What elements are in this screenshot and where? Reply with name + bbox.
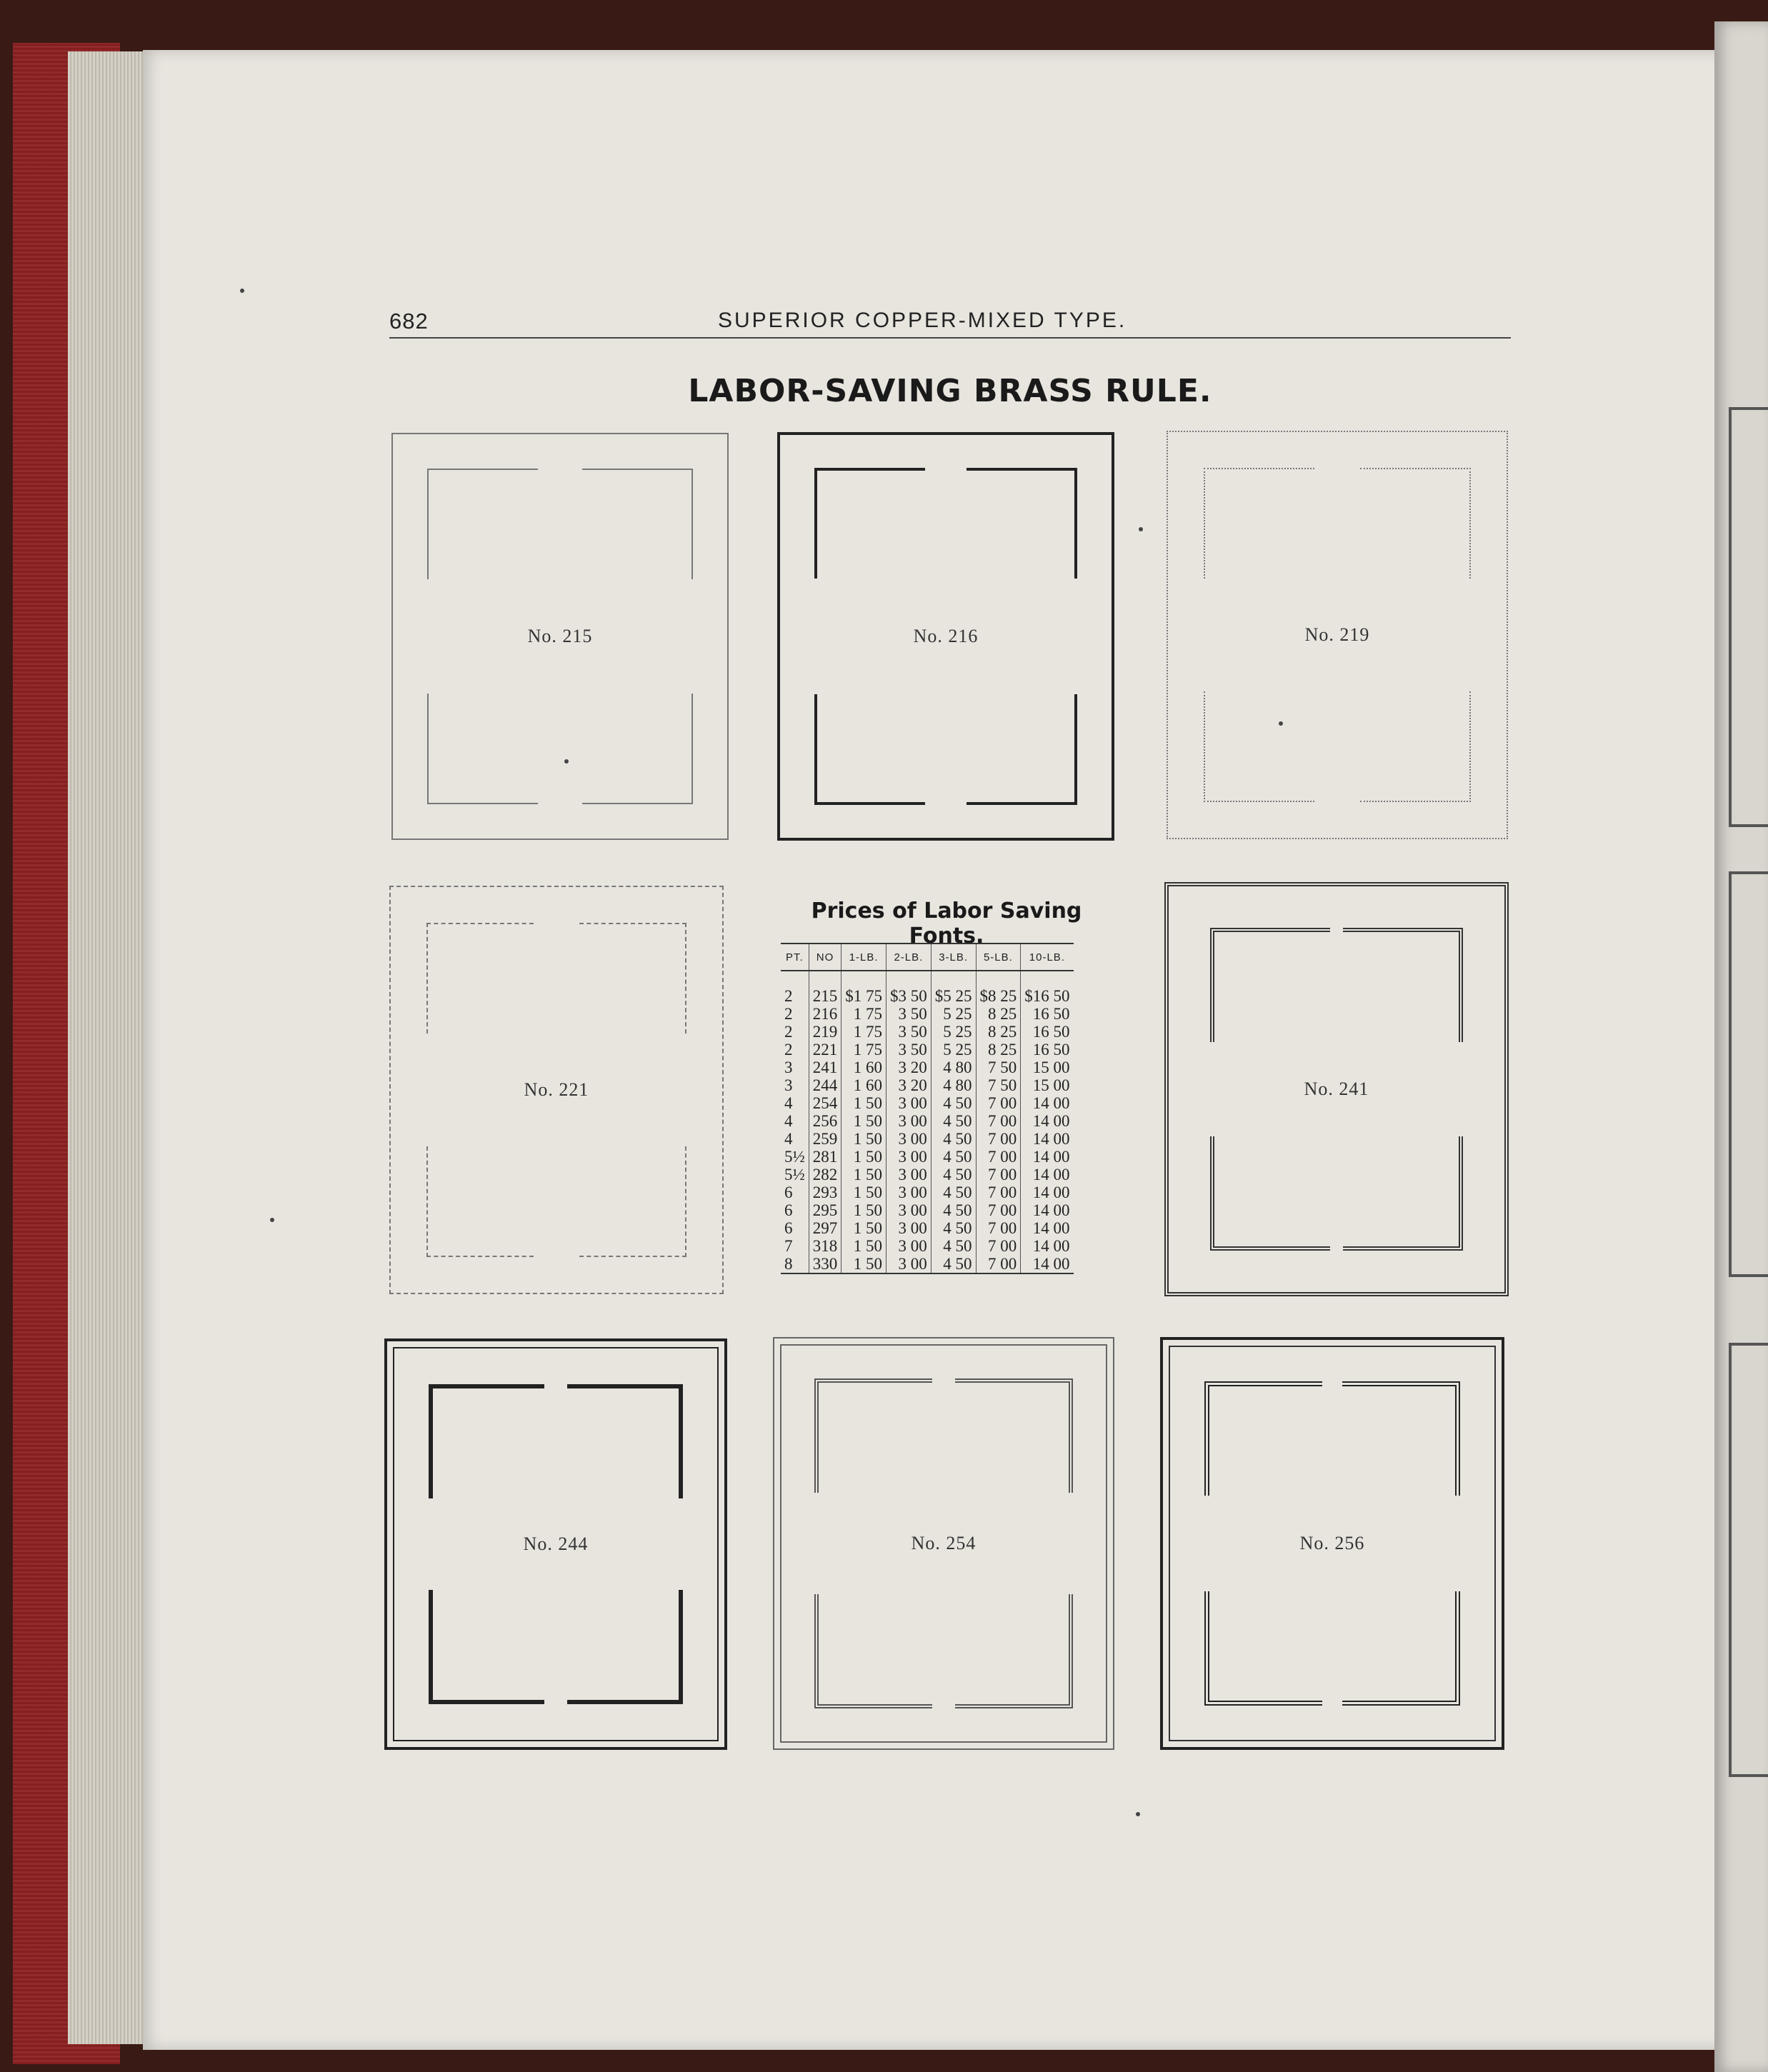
table-cell: 297 <box>809 1219 841 1237</box>
table-cell: 14 00 <box>1021 1148 1074 1166</box>
table-row <box>781 1112 1074 1130</box>
column-header: 1-LB. <box>841 944 887 971</box>
corner-piece <box>967 468 1077 579</box>
table-cell: 1 50 <box>841 1112 887 1130</box>
corner-piece <box>1204 1591 1322 1706</box>
corner-piece <box>955 1594 1073 1708</box>
table-cell: 3 50 <box>887 1041 932 1058</box>
corner-piece <box>814 1378 932 1493</box>
table-cell: $1 75 <box>841 987 887 1005</box>
border-sample-244 <box>384 1338 727 1750</box>
table-cell: 3 00 <box>887 1094 932 1112</box>
table-row <box>781 1005 1074 1023</box>
table-row <box>781 1237 1074 1255</box>
running-title: SUPERIOR COPPER-MIXED TYPE. <box>718 309 1127 332</box>
table-cell: $5 25 <box>931 987 976 1005</box>
table-row <box>781 1255 1074 1273</box>
table-cell: 4 50 <box>931 1094 976 1112</box>
table-cell: 1 50 <box>841 1219 887 1237</box>
table-cell: 3 00 <box>887 1237 932 1255</box>
table-cell: 8 25 <box>976 1023 1021 1041</box>
column-header: 3-LB. <box>931 944 976 971</box>
corner-piece <box>426 1146 534 1257</box>
table-cell: 14 00 <box>1021 1201 1074 1219</box>
table-cell: 2 <box>784 1023 793 1041</box>
table-cell: 15 00 <box>1021 1076 1074 1094</box>
corner-piece <box>955 1378 1073 1493</box>
table-cell: 1 75 <box>841 1023 887 1041</box>
corner-piece <box>429 1590 544 1704</box>
table-cell: 14 00 <box>1021 1255 1074 1273</box>
price-table-title: Prices of Labor Saving Fonts. <box>811 899 1082 949</box>
table-cell: 3 00 <box>887 1219 932 1237</box>
table-cell: 4 50 <box>931 1166 976 1183</box>
table-cell: 4 50 <box>931 1201 976 1219</box>
table-cell: 2 <box>784 1005 793 1023</box>
page-header <box>389 306 1511 339</box>
table-cell: 14 00 <box>1021 1112 1074 1130</box>
page-title: LABOR-SAVING BRASS RULE. <box>688 373 1212 409</box>
table-row <box>781 1148 1074 1166</box>
table-cell: 1 50 <box>841 1166 887 1183</box>
page-edges <box>68 51 150 2044</box>
table-cell: 14 00 <box>1021 1166 1074 1183</box>
table-cell: 216 <box>809 1005 841 1023</box>
table-spacer-row <box>781 971 1074 987</box>
page-number: 682 <box>389 309 429 334</box>
table-cell: 3 <box>784 1076 793 1094</box>
next-page-border-frame <box>1729 407 1768 827</box>
table-cell: 7 <box>784 1237 793 1255</box>
table-row <box>781 1183 1074 1201</box>
border-sample-221 <box>389 886 724 1294</box>
border-sample-216 <box>777 432 1114 841</box>
table-cell: 3 00 <box>887 1148 932 1166</box>
panel-label: No. 215 <box>527 626 593 646</box>
table-cell: 3 00 <box>887 1166 932 1183</box>
corner-piece <box>1204 691 1314 802</box>
table-cell: 4 80 <box>931 1076 976 1094</box>
paper-speck <box>1279 721 1283 726</box>
table-cell: 1 50 <box>841 1130 887 1148</box>
corner-piece <box>814 1594 932 1708</box>
table-cell: 215 <box>809 987 841 1005</box>
table-row <box>781 1201 1074 1219</box>
panel-label: No. 221 <box>524 1079 589 1100</box>
table-cell: 16 50 <box>1021 1041 1074 1058</box>
table-cell: 3 50 <box>887 1005 932 1023</box>
corner-piece <box>582 469 693 579</box>
table-cell: 1 50 <box>841 1255 887 1273</box>
table-row <box>781 1023 1074 1041</box>
table-row <box>781 987 1074 1005</box>
table-cell: 14 00 <box>1021 1237 1074 1255</box>
table-cell: 7 00 <box>976 1219 1021 1237</box>
table-cell: 281 <box>809 1148 841 1166</box>
table-cell: 2 <box>784 987 793 1005</box>
column-header: 10-LB. <box>1021 944 1074 971</box>
table-cell: 5½ <box>784 1148 805 1166</box>
panel-label: No. 256 <box>1299 1533 1365 1553</box>
table-cell: 7 00 <box>976 1166 1021 1183</box>
table-cell: 293 <box>809 1183 841 1201</box>
table-cell: 3 00 <box>887 1255 932 1273</box>
table-cell: 4 50 <box>931 1130 976 1148</box>
table-cell: 4 50 <box>931 1112 976 1130</box>
table-cell: 5 25 <box>931 1005 976 1023</box>
table-cell: 7 50 <box>976 1076 1021 1094</box>
panel-label: No. 216 <box>913 626 979 646</box>
table-cell: 15 00 <box>1021 1058 1074 1076</box>
table-cell: 3 20 <box>887 1076 932 1094</box>
table-cell: 5½ <box>784 1166 805 1183</box>
table-cell: 1 50 <box>841 1183 887 1201</box>
border-sample-241 <box>1164 882 1509 1296</box>
table-cell: $3 50 <box>887 987 932 1005</box>
table-cell: 5 25 <box>931 1023 976 1041</box>
table-cell: $8 25 <box>976 987 1021 1005</box>
table-row <box>781 1166 1074 1183</box>
table-cell: 8 25 <box>976 1041 1021 1058</box>
table-cell: 8 <box>781 1255 809 1273</box>
corner-piece <box>1342 1381 1460 1496</box>
column-header: PT. <box>781 944 809 971</box>
column-header: 2-LB. <box>887 944 932 971</box>
table-cell: 7 00 <box>976 1148 1021 1166</box>
table-cell: 259 <box>809 1130 841 1148</box>
corner-piece <box>427 469 538 579</box>
border-sample-256 <box>1160 1337 1504 1750</box>
table-cell: 1 50 <box>841 1237 887 1255</box>
table-cell: 4 <box>784 1112 793 1130</box>
table-cell: 6 <box>784 1219 793 1237</box>
table-row <box>781 1058 1074 1076</box>
table-cell: 295 <box>809 1201 841 1219</box>
table-cell: 318 <box>809 1237 841 1255</box>
corner-piece <box>1360 468 1471 579</box>
table-cell: 221 <box>809 1041 841 1058</box>
table-cell: 8 25 <box>976 1005 1021 1023</box>
table-cell: 241 <box>809 1058 841 1076</box>
table-cell: 4 50 <box>931 1255 976 1273</box>
table-row <box>781 1076 1074 1094</box>
panel-label: No. 244 <box>523 1533 589 1554</box>
corner-piece <box>1204 1381 1322 1496</box>
paper-speck <box>270 1218 274 1222</box>
corner-piece <box>814 468 925 579</box>
table-cell: 3 00 <box>887 1201 932 1219</box>
table-row <box>781 1094 1074 1112</box>
corner-piece <box>1343 1136 1463 1251</box>
table-cell: $16 50 <box>1021 987 1074 1005</box>
table-cell: 7 00 <box>976 1237 1021 1255</box>
table-cell: 3 00 <box>887 1112 932 1130</box>
corner-piece <box>967 694 1077 805</box>
table-cell: 1 75 <box>841 1005 887 1023</box>
paper-speck <box>564 759 569 764</box>
table-cell: 7 00 <box>976 1094 1021 1112</box>
table-cell: 7 00 <box>976 1112 1021 1130</box>
table-cell: 14 00 <box>1021 1094 1074 1112</box>
table-cell: 2 <box>784 1041 793 1058</box>
table-cell: 14 00 <box>1021 1183 1074 1201</box>
table-cell: 1 50 <box>841 1148 887 1166</box>
table-cell: 244 <box>809 1076 841 1094</box>
table-cell: 4 50 <box>931 1237 976 1255</box>
next-page-border-frame <box>1729 1343 1768 1777</box>
table-cell: 16 50 <box>1021 1005 1074 1023</box>
price-table-body <box>781 971 1074 1273</box>
panel-label: No. 241 <box>1304 1078 1369 1099</box>
price-table-header-row <box>781 944 1074 971</box>
table-cell: 7 50 <box>976 1058 1021 1076</box>
border-sample-254 <box>773 1337 1114 1750</box>
table-cell: 254 <box>809 1094 841 1112</box>
table-cell: 1 60 <box>841 1076 887 1094</box>
table-cell: 16 50 <box>1021 1023 1074 1041</box>
table-cell: 3 <box>784 1058 793 1076</box>
table-cell: 1 75 <box>841 1041 887 1058</box>
corner-piece <box>814 694 925 805</box>
table-cell: 4 <box>784 1094 793 1112</box>
corner-piece <box>1342 1591 1460 1706</box>
table-cell: 7 00 <box>976 1255 1021 1273</box>
table-cell: 1 50 <box>841 1094 887 1112</box>
border-sample-215 <box>391 433 729 840</box>
corner-piece <box>1210 1136 1330 1251</box>
corner-piece <box>579 923 686 1034</box>
table-cell: 7 00 <box>976 1201 1021 1219</box>
table-cell: 3 20 <box>887 1058 932 1076</box>
paper-speck <box>1139 527 1143 531</box>
table-cell: 4 50 <box>931 1183 976 1201</box>
table-cell: 219 <box>809 1023 841 1041</box>
table-row <box>781 1130 1074 1148</box>
table-cell: 6 <box>784 1183 793 1201</box>
price-table <box>781 943 1074 1274</box>
table-cell: 4 <box>784 1130 793 1148</box>
table-cell: 7 00 <box>976 1183 1021 1201</box>
corner-piece <box>426 923 534 1034</box>
table-cell: 4 80 <box>931 1058 976 1076</box>
corner-piece <box>1343 928 1463 1042</box>
table-cell: 4 50 <box>931 1148 976 1166</box>
table-cell: 7 00 <box>976 1130 1021 1148</box>
table-cell: 6 <box>784 1201 793 1219</box>
table-cell: 330 <box>809 1255 841 1273</box>
table-cell: 282 <box>809 1166 841 1183</box>
table-cell: 3 00 <box>887 1183 932 1201</box>
border-sample-219 <box>1167 431 1508 839</box>
paper-speck <box>1136 1812 1140 1816</box>
table-cell: 14 00 <box>1021 1130 1074 1148</box>
corner-piece <box>579 1146 686 1257</box>
corner-piece <box>1360 691 1471 802</box>
table-cell: 5 25 <box>931 1041 976 1058</box>
table-cell: 3 00 <box>887 1130 932 1148</box>
column-header: 5-LB. <box>976 944 1021 971</box>
table-cell: 3 50 <box>887 1023 932 1041</box>
corner-piece <box>427 694 538 804</box>
table-row <box>781 1041 1074 1058</box>
panel-label: No. 254 <box>911 1533 977 1553</box>
corner-piece <box>567 1590 683 1704</box>
table-cell: 4 50 <box>931 1219 976 1237</box>
table-cell: 14 00 <box>1021 1219 1074 1237</box>
corner-piece <box>1210 928 1330 1042</box>
paper-speck <box>240 289 244 293</box>
corner-piece <box>1204 468 1314 579</box>
panel-label: No. 219 <box>1304 624 1370 645</box>
column-header: NO <box>809 944 841 971</box>
table-cell: 1 60 <box>841 1058 887 1076</box>
table-cell: 1 50 <box>841 1201 887 1219</box>
next-page-border-frame <box>1729 871 1768 1277</box>
corner-piece <box>429 1384 544 1498</box>
corner-piece <box>582 694 693 804</box>
corner-piece <box>567 1384 683 1498</box>
table-cell: 256 <box>809 1112 841 1130</box>
table-row <box>781 1219 1074 1237</box>
